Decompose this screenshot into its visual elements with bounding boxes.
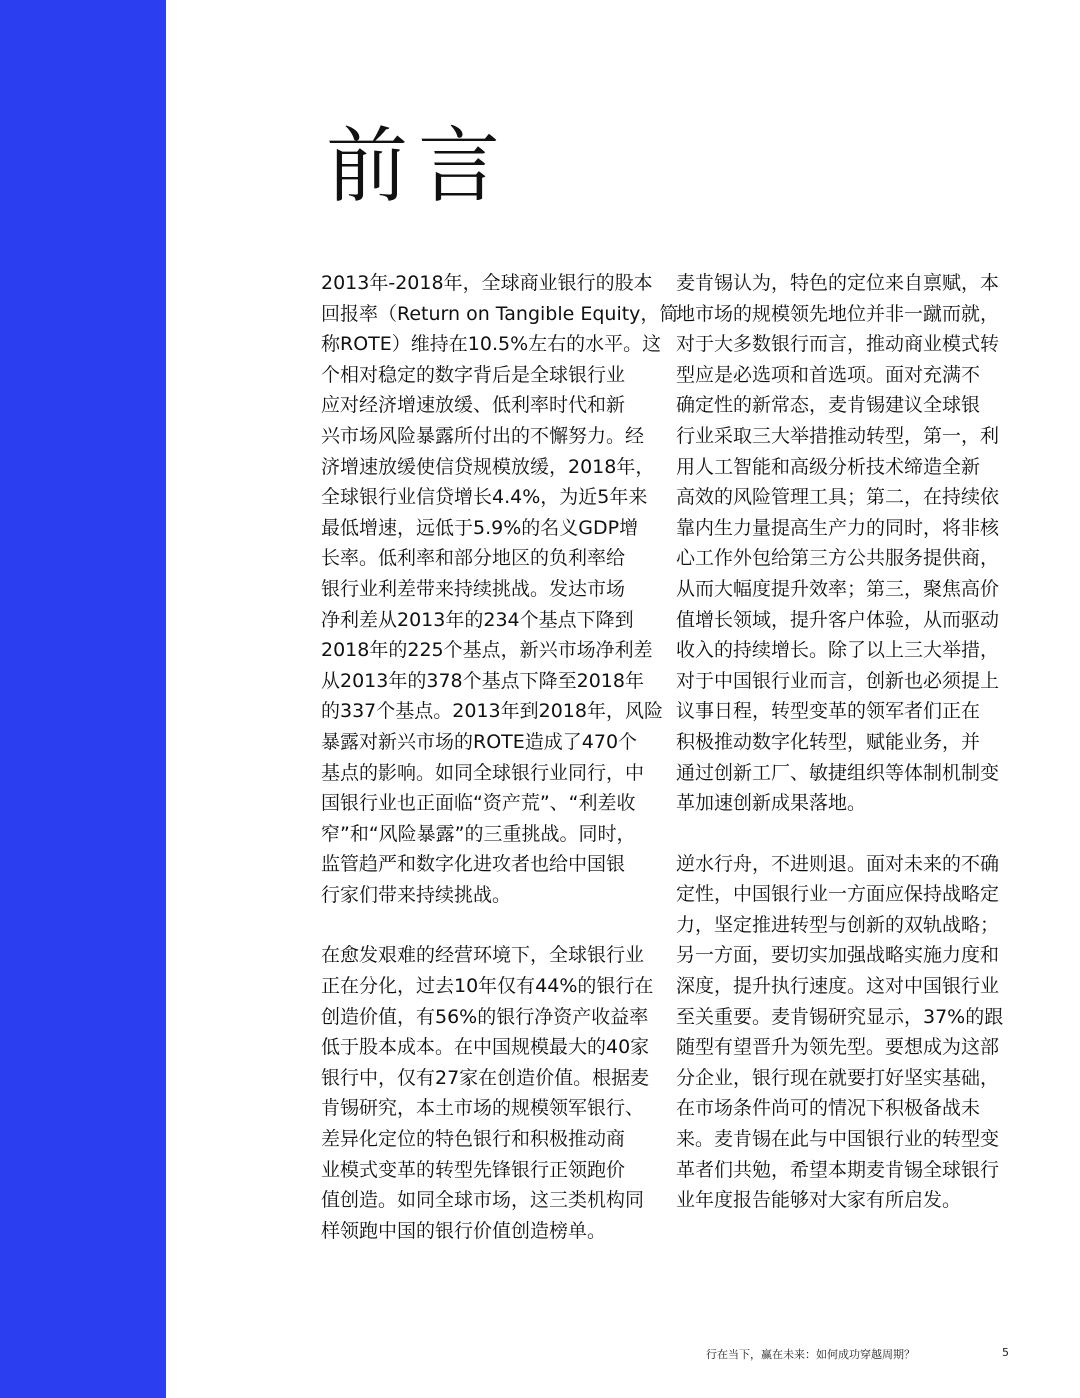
text-line: 型应是必选项和首选项。面对充满不 (676, 363, 981, 386)
text-line: 业年度报告能够对大家有所启发。 (676, 1189, 962, 1212)
text-line: 议事日程，转型变革的领军者们正在 (676, 700, 981, 723)
left-text-column (321, 268, 679, 1276)
text-line: 称ROTE）维持在10.5%左右的水平。这 (321, 333, 662, 356)
text-line: 至关重要。麦肯锡研究显示，37%的跟 (676, 1005, 1004, 1028)
text-line: 窄”和“风险暴露”的三重挑战。同时， (321, 822, 636, 845)
paragraph-right-2 (676, 849, 1014, 1216)
text-line: 地市场的规模领先地位并非一蹴而就， (676, 302, 1000, 325)
text-line: 对于大多数银行而言，推动商业模式转 (676, 333, 1000, 356)
text-line: 创造价值，有56%的银行净资产收益率 (321, 1005, 649, 1028)
text-line: 行业采取三大举措推动转型，第一，利 (676, 424, 1000, 447)
right-text-column (676, 268, 1014, 1246)
paragraph-right-1 (676, 268, 1014, 819)
text-line: 银行中，仅有27家在创造价值。根据麦 (321, 1066, 650, 1089)
text-line: 积极推动数字化转型，赋能业务，并 (676, 730, 981, 753)
text-line: 正在分化，过去10年仅有44%的银行在 (321, 975, 654, 998)
page-title: 前言 (326, 119, 511, 214)
text-line: 值增长领域，提升客户体验，从而驱动 (676, 608, 1000, 631)
text-line: 分企业，银行现在就要打好坚实基础， (676, 1066, 1000, 1089)
text-line: 银行业利差带来持续挑战。发达市场 (321, 577, 626, 600)
text-line: 肯锡研究，本土市场的规模领军银行、 (321, 1097, 645, 1120)
text-line: 在市场条件尚可的情况下积极备战未 (676, 1097, 981, 1120)
text-line: 心工作外包给第三方公共服务提供商， (676, 547, 1000, 570)
paragraph-left-2 (321, 940, 657, 1246)
text-line: 差异化定位的特色银行和积极推动商 (321, 1128, 626, 1151)
text-line: 的337个基点。2013年到2018年，风险 (321, 700, 663, 723)
blue-side-bar (0, 0, 166, 1398)
text-line: 来。麦肯锡在此与中国银行业的转型变 (676, 1128, 1000, 1151)
text-line: 暴露对新兴市场的ROTE造成了470个 (321, 730, 638, 753)
text-line: 革者们共勉，希望本期麦肯锡全球银行 (676, 1158, 1000, 1181)
text-line: 兴市场风险暴露所付出的不懈努力。经 (321, 424, 645, 447)
text-line: 值创造。如同全球市场，这三类机构同 (321, 1189, 645, 1212)
text-line: 从2013年的378个基点下降至2018年 (321, 669, 644, 692)
text-line: 长率。低利率和部分地区的负利率给 (321, 547, 626, 570)
text-line: 净利差从2013年的234个基点下降到 (321, 608, 634, 631)
text-line: 监管趋严和数字化进攻者也给中国银 (321, 853, 626, 876)
text-line: 高效的风险管理工具；第二，在持续依 (676, 486, 1000, 509)
text-line: 革加速创新成果落地。 (676, 792, 867, 815)
text-line: 对于中国银行业而言，创新也必须提上 (676, 669, 1000, 692)
footer-page-number: 5 (1002, 1346, 1009, 1359)
text-line: 低于股本成本。在中国规模最大的40家 (321, 1036, 650, 1059)
text-line: 国银行业也正面临“资产荒”、“利差收 (321, 792, 636, 815)
text-line: 业模式变革的转型先锋银行正领跑价 (321, 1158, 626, 1181)
text-line: 回报率（Return on Tangible Equity，简 (321, 302, 679, 325)
text-line: 在愈发艰难的经营环境下，全球银行业 (321, 944, 645, 967)
text-line: 通过创新工厂、敏捷组织等体制机制变 (676, 761, 1000, 784)
text-line: 靠内生力量提高生产力的同时，将非核 (676, 516, 1000, 539)
text-line: 另一方面，要切实加强战略实施力度和 (676, 944, 1000, 967)
text-line: 用人工智能和高级分析技术缔造全新 (676, 455, 981, 478)
text-line: 定性，中国银行业一方面应保持战略定 (676, 883, 1000, 906)
paragraph-left-1 (321, 268, 679, 910)
text-line: 麦肯锡认为，特色的定位来自禀赋，本 (676, 272, 1000, 294)
text-line: 基点的影响。如同全球银行业同行，中 (321, 761, 645, 784)
text-line: 济增速放缓使信贷规模放缓，2018年， (321, 455, 655, 478)
text-line: 逆水行舟，不进则退。面对未来的不确 (676, 852, 1000, 875)
footer-report-title: 行在当下，赢在未来：如何成功穿越周期？ (706, 1348, 915, 1361)
text-line: 个相对稳定的数字背后是全球银行业 (321, 363, 626, 386)
text-line: 全球银行业信贷增长4.4%，为近5年来 (321, 486, 648, 509)
text-line: 行家们带来持续挑战。 (321, 883, 512, 906)
text-line: 力，坚定推进转型与创新的双轨战略； (676, 913, 1000, 936)
text-line: 从而大幅度提升效率；第三，聚焦高价 (676, 577, 1000, 600)
text-line: 深度，提升执行速度。这对中国银行业 (676, 975, 1000, 998)
text-line: 随型有望晋升为领先型。要想成为这部 (676, 1036, 1000, 1059)
text-line: 确定性的新常态，麦肯锡建议全球银 (676, 394, 981, 417)
text-line: 应对经济增速放缓、低利率时代和新 (321, 394, 626, 417)
text-line: 最低增速，远低于5.9%的名义GDP增 (321, 516, 639, 539)
text-line: 2018年的225个基点，新兴市场净利差 (321, 639, 653, 662)
text-line: 收入的持续增长。除了以上三大举措， (676, 639, 1000, 662)
text-line: 2013年-2018年，全球商业银行的股本 (321, 272, 653, 294)
text-line: 样领跑中国的银行价值创造榜单。 (321, 1219, 607, 1242)
